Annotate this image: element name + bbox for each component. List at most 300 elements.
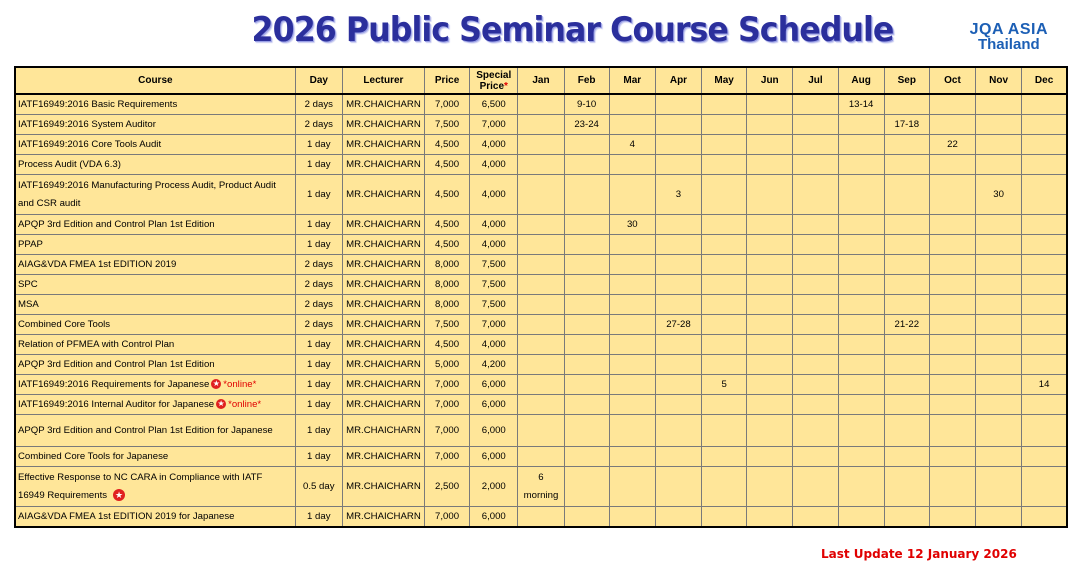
header-special-line1: Special xyxy=(476,69,512,81)
month-cell-sep xyxy=(884,175,929,215)
month-cell-aug xyxy=(838,135,884,155)
header-month: Sep xyxy=(884,67,929,94)
course-name: IATF16949:2016 Manufacturing Process Audit, Product Audit and CSR audit xyxy=(18,179,276,209)
special-price-cell: 6,000 xyxy=(470,375,518,395)
month-cell-sep xyxy=(884,395,929,415)
month-cell-dec xyxy=(1022,94,1067,115)
month-cell-oct xyxy=(929,507,975,528)
month-cell-jun xyxy=(747,175,793,215)
month-cell-oct xyxy=(929,415,975,447)
day-cell: 1 day xyxy=(295,415,342,447)
month-cell-apr xyxy=(655,235,701,255)
table-row xyxy=(15,135,1067,155)
special-price-cell: 7,500 xyxy=(470,295,518,315)
month-cell-apr xyxy=(655,155,701,175)
month-cell-nov xyxy=(976,467,1022,507)
month-cell-feb xyxy=(564,175,609,215)
month-cell-jul xyxy=(793,175,838,215)
month-cell-mar: 30 xyxy=(609,215,655,235)
month-cell-feb xyxy=(564,295,609,315)
month-cell-nov xyxy=(976,255,1022,275)
month-cell-mar xyxy=(609,375,655,395)
special-price-cell: 2,000 xyxy=(470,467,518,507)
company-logo xyxy=(970,22,1048,52)
special-price-cell: 4,200 xyxy=(470,355,518,375)
month-cell-oct xyxy=(929,447,975,467)
month-cell-jan xyxy=(518,135,564,155)
table-row xyxy=(15,235,1067,255)
month-cell-nov xyxy=(976,275,1022,295)
month-cell-aug xyxy=(838,295,884,315)
day-cell: 1 day xyxy=(295,395,342,415)
price-cell: 5,000 xyxy=(424,355,469,375)
day-cell: 2 days xyxy=(295,295,342,315)
month-cell-jun xyxy=(747,255,793,275)
month-cell-sep xyxy=(884,335,929,355)
price-cell: 4,500 xyxy=(424,135,469,155)
course-name-cell xyxy=(15,275,295,295)
header-month: May xyxy=(702,67,747,94)
month-cell-nov xyxy=(976,115,1022,135)
month-cell-apr xyxy=(655,335,701,355)
red-star-badge-icon: ★ xyxy=(217,399,225,409)
month-cell-mar xyxy=(609,295,655,315)
month-cell-jan xyxy=(518,155,564,175)
table-row xyxy=(15,415,1067,447)
month-cell-jun xyxy=(747,295,793,315)
course-name-cell xyxy=(15,215,295,235)
month-cell-jan xyxy=(518,175,564,215)
lecturer-cell: MR.CHAICHARN xyxy=(342,135,424,155)
month-cell-nov xyxy=(976,235,1022,255)
month-cell-feb xyxy=(564,275,609,295)
month-cell-mar xyxy=(609,415,655,447)
course-name-cell xyxy=(15,115,295,135)
table-row xyxy=(15,375,1067,395)
special-price-cell: 6,500 xyxy=(470,94,518,115)
table-row xyxy=(15,215,1067,235)
price-cell: 4,500 xyxy=(424,335,469,355)
month-cell-dec xyxy=(1022,295,1067,315)
table-row xyxy=(15,255,1067,275)
price-cell: 4,500 xyxy=(424,155,469,175)
month-cell-may xyxy=(702,415,747,447)
month-cell-jan xyxy=(518,315,564,335)
month-cell-jul xyxy=(793,335,838,355)
month-cell-jan xyxy=(518,275,564,295)
month-cell-apr xyxy=(655,467,701,507)
course-name: IATF16949:2016 Core Tools Audit xyxy=(18,139,162,150)
month-cell-oct xyxy=(929,94,975,115)
month-cell-may xyxy=(702,315,747,335)
month-cell-may xyxy=(702,115,747,135)
month-cell-oct xyxy=(929,335,975,355)
month-cell-aug xyxy=(838,155,884,175)
month-cell-sep xyxy=(884,135,929,155)
month-cell-feb xyxy=(564,447,609,467)
course-name: Relation of PFMEA with Control Plan xyxy=(18,339,175,350)
lecturer-cell: MR.CHAICHARN xyxy=(342,447,424,467)
month-cell-aug xyxy=(838,275,884,295)
month-cell-aug xyxy=(838,395,884,415)
lecturer-cell: MR.CHAICHARN xyxy=(342,215,424,235)
month-cell-jun xyxy=(747,335,793,355)
month-cell-may xyxy=(702,135,747,155)
course-name: Combined Core Tools for Japanese xyxy=(18,451,169,462)
month-cell-apr xyxy=(655,395,701,415)
course-name: APQP 3rd Edition and Control Plan 1st Edition xyxy=(18,219,215,230)
lecturer-cell: MR.CHAICHARN xyxy=(342,395,424,415)
month-cell-sep xyxy=(884,235,929,255)
table-row xyxy=(15,275,1067,295)
month-cell-nov xyxy=(976,135,1022,155)
month-cell-may xyxy=(702,355,747,375)
month-cell-sep xyxy=(884,467,929,507)
month-cell-jul xyxy=(793,467,838,507)
course-name-cell xyxy=(15,335,295,355)
month-cell-nov xyxy=(976,215,1022,235)
course-name-cell xyxy=(15,375,295,395)
header-month: Feb xyxy=(564,67,609,94)
lecturer-cell: MR.CHAICHARN xyxy=(342,315,424,335)
month-cell-aug: 13-14 xyxy=(838,94,884,115)
month-cell-dec xyxy=(1022,175,1067,215)
month-cell-nov xyxy=(976,355,1022,375)
course-name: APQP 3rd Edition and Control Plan 1st Edition xyxy=(18,359,215,370)
month-cell-may xyxy=(702,295,747,315)
day-cell: 1 day xyxy=(295,507,342,528)
month-cell-dec xyxy=(1022,415,1067,447)
special-price-cell: 6,000 xyxy=(470,415,518,447)
special-price-cell: 4,000 xyxy=(470,155,518,175)
month-cell-apr xyxy=(655,255,701,275)
table-row xyxy=(15,335,1067,355)
month-cell-apr xyxy=(655,215,701,235)
month-cell-jun xyxy=(747,415,793,447)
course-name: Process Audit (VDA 6.3) xyxy=(18,159,121,170)
table-row xyxy=(15,315,1067,335)
month-cell-feb xyxy=(564,335,609,355)
price-cell: 8,000 xyxy=(424,255,469,275)
month-cell-apr: 27-28 xyxy=(655,315,701,335)
month-cell-mar xyxy=(609,115,655,135)
month-cell-apr xyxy=(655,355,701,375)
course-name: IATF16949:2016 Internal Auditor for Japanese xyxy=(18,399,215,410)
month-cell-dec xyxy=(1022,115,1067,135)
month-cell-jan xyxy=(518,395,564,415)
month-cell-oct xyxy=(929,175,975,215)
day-cell: 1 day xyxy=(295,215,342,235)
month-cell-sep xyxy=(884,255,929,275)
month-cell-aug xyxy=(838,355,884,375)
month-cell-mar xyxy=(609,255,655,275)
month-cell-dec xyxy=(1022,447,1067,467)
month-cell-jul xyxy=(793,155,838,175)
month-cell-jul xyxy=(793,135,838,155)
month-cell-jun xyxy=(747,115,793,135)
month-cell-feb xyxy=(564,235,609,255)
month-cell-jan xyxy=(518,335,564,355)
month-cell-may xyxy=(702,395,747,415)
month-cell-apr xyxy=(655,507,701,528)
special-price-cell: 7,500 xyxy=(470,275,518,295)
month-cell-oct: 22 xyxy=(929,135,975,155)
table-row xyxy=(15,395,1067,415)
header-price: Price xyxy=(424,67,469,94)
month-cell-jan xyxy=(518,507,564,528)
month-cell-jun xyxy=(747,507,793,528)
month-cell-may xyxy=(702,507,747,528)
month-cell-mar xyxy=(609,447,655,467)
month-cell-jul xyxy=(793,315,838,335)
lecturer-cell: MR.CHAICHARN xyxy=(342,415,424,447)
month-cell-jan xyxy=(518,255,564,275)
month-cell-dec xyxy=(1022,467,1067,507)
month-cell-oct xyxy=(929,395,975,415)
special-price-cell: 6,000 xyxy=(470,395,518,415)
course-name-cell xyxy=(15,155,295,175)
month-cell-aug xyxy=(838,415,884,447)
header-month: Oct xyxy=(929,67,975,94)
month-cell-aug xyxy=(838,467,884,507)
month-cell-oct xyxy=(929,355,975,375)
month-cell-jan xyxy=(518,115,564,135)
price-cell: 4,500 xyxy=(424,235,469,255)
month-cell-nov xyxy=(976,315,1022,335)
lecturer-cell: MR.CHAICHARN xyxy=(342,275,424,295)
special-price-cell: 7,000 xyxy=(470,315,518,335)
month-cell-mar xyxy=(609,507,655,528)
month-cell-oct xyxy=(929,215,975,235)
table-row xyxy=(15,355,1067,375)
month-cell-oct xyxy=(929,155,975,175)
month-cell-feb xyxy=(564,415,609,447)
price-cell: 7,000 xyxy=(424,447,469,467)
lecturer-cell: MR.CHAICHARN xyxy=(342,355,424,375)
table-row xyxy=(15,467,1067,507)
price-cell: 7,000 xyxy=(424,375,469,395)
month-cell-jun xyxy=(747,235,793,255)
special-price-cell: 7,500 xyxy=(470,255,518,275)
month-cell-sep xyxy=(884,155,929,175)
month-cell-nov xyxy=(976,447,1022,467)
month-cell-nov: 30 xyxy=(976,175,1022,215)
course-name-cell xyxy=(15,415,295,447)
month-cell-mar xyxy=(609,395,655,415)
lecturer-cell: MR.CHAICHARN xyxy=(342,255,424,275)
month-cell-jul xyxy=(793,355,838,375)
day-cell: 1 day xyxy=(295,375,342,395)
month-cell-jul xyxy=(793,115,838,135)
special-price-cell: 4,000 xyxy=(470,135,518,155)
special-price-cell: 4,000 xyxy=(470,175,518,215)
course-name: IATF16949:2016 Basic Requirements xyxy=(18,99,178,110)
online-tag: *online* xyxy=(223,379,257,390)
table-row xyxy=(15,447,1067,467)
month-cell-sep: 17-18 xyxy=(884,115,929,135)
header-special-line2: Price xyxy=(479,80,505,92)
month-cell-dec xyxy=(1022,335,1067,355)
header-row xyxy=(15,67,1067,94)
course-name: AIAG&VDA FMEA 1st EDITION 2019 xyxy=(18,259,177,270)
month-cell-oct xyxy=(929,467,975,507)
month-cell-jun xyxy=(747,355,793,375)
online-tag: *online* xyxy=(228,399,262,410)
month-cell-feb xyxy=(564,255,609,275)
month-cell-jul xyxy=(793,447,838,467)
month-cell-jan xyxy=(518,447,564,467)
special-price-cell: 6,000 xyxy=(470,507,518,528)
month-cell-jul xyxy=(793,415,838,447)
month-cell-sep xyxy=(884,295,929,315)
month-cell-dec xyxy=(1022,215,1067,235)
month-cell-aug xyxy=(838,215,884,235)
lecturer-cell: MR.CHAICHARN xyxy=(342,295,424,315)
course-schedule-table xyxy=(14,66,1068,528)
month-cell-may xyxy=(702,175,747,215)
month-cell-jan xyxy=(518,94,564,115)
month-cell-jun xyxy=(747,215,793,235)
month-cell-aug xyxy=(838,335,884,355)
course-name: Combined Core Tools xyxy=(18,319,111,330)
month-cell-jan xyxy=(518,215,564,235)
month-cell-may xyxy=(702,215,747,235)
month-cell-apr xyxy=(655,275,701,295)
table-row xyxy=(15,175,1067,215)
month-cell-jan xyxy=(518,235,564,255)
header-month: Jan xyxy=(518,67,564,94)
month-cell-may xyxy=(702,467,747,507)
month-cell-apr: 3 xyxy=(655,175,701,215)
month-cell-mar xyxy=(609,467,655,507)
course-name-cell xyxy=(15,135,295,155)
course-name-cell xyxy=(15,395,295,415)
month-cell-aug xyxy=(838,175,884,215)
day-cell: 1 day xyxy=(295,135,342,155)
month-cell-may: 5 xyxy=(702,375,747,395)
month-cell-may xyxy=(702,335,747,355)
month-cell-dec xyxy=(1022,355,1067,375)
month-cell-apr xyxy=(655,135,701,155)
month-cell-aug xyxy=(838,235,884,255)
price-cell: 2,500 xyxy=(424,467,469,507)
month-cell-jun xyxy=(747,315,793,335)
month-cell-jul xyxy=(793,94,838,115)
day-cell: 1 day xyxy=(295,175,342,215)
month-cell-feb xyxy=(564,467,609,507)
month-cell-sep xyxy=(884,94,929,115)
header-month: Mar xyxy=(609,67,655,94)
special-price-cell: 4,000 xyxy=(470,235,518,255)
table-row xyxy=(15,115,1067,135)
month-cell-feb xyxy=(564,355,609,375)
month-cell-nov xyxy=(976,415,1022,447)
course-name-cell xyxy=(15,355,295,375)
month-cell-mar xyxy=(609,315,655,335)
month-cell-oct xyxy=(929,115,975,135)
price-cell: 7,000 xyxy=(424,395,469,415)
course-name: SPC xyxy=(18,279,38,290)
header-day: Day xyxy=(295,67,342,94)
day-cell: 2 days xyxy=(295,315,342,335)
month-cell-jul xyxy=(793,235,838,255)
month-cell-apr xyxy=(655,415,701,447)
header-month: Aug xyxy=(838,67,884,94)
month-cell-oct xyxy=(929,295,975,315)
course-name-cell xyxy=(15,94,295,115)
price-cell: 7,500 xyxy=(424,115,469,135)
month-cell-mar xyxy=(609,235,655,255)
header-course: Course xyxy=(15,67,295,94)
month-cell-apr xyxy=(655,115,701,135)
course-name: APQP 3rd Edition and Control Plan 1st Edition for Japanese xyxy=(18,425,273,436)
month-cell-feb xyxy=(564,315,609,335)
table-row xyxy=(15,94,1067,115)
month-cell-jun xyxy=(747,467,793,507)
month-cell-feb xyxy=(564,135,609,155)
month-cell-oct xyxy=(929,375,975,395)
month-cell-jun xyxy=(747,395,793,415)
month-cell-jun xyxy=(747,447,793,467)
day-cell: 0.5 day xyxy=(295,467,342,507)
header-special-price xyxy=(470,67,518,94)
month-cell-aug xyxy=(838,447,884,467)
month-cell-apr xyxy=(655,94,701,115)
logo-line-2: Thailand xyxy=(977,36,1040,53)
month-cell-feb xyxy=(564,507,609,528)
month-cell-nov xyxy=(976,155,1022,175)
header-month: Nov xyxy=(976,67,1022,94)
price-cell: 7,500 xyxy=(424,315,469,335)
month-cell-sep xyxy=(884,415,929,447)
price-cell: 4,500 xyxy=(424,215,469,235)
month-cell-jan xyxy=(518,415,564,447)
month-cell-jan xyxy=(518,355,564,375)
month-cell-jul xyxy=(793,507,838,528)
day-cell: 1 day xyxy=(295,355,342,375)
last-update-note: Last Update 12 January 2026 xyxy=(821,547,1017,561)
special-price-cell: 7,000 xyxy=(470,115,518,135)
month-cell-jul xyxy=(793,295,838,315)
day-cell: 1 day xyxy=(295,335,342,355)
header-month: Jun xyxy=(747,67,793,94)
month-cell-nov xyxy=(976,295,1022,315)
course-name: PPAP xyxy=(18,239,43,250)
month-cell-dec xyxy=(1022,275,1067,295)
month-cell-sep xyxy=(884,355,929,375)
red-star-badge-icon: ★ xyxy=(115,489,124,500)
month-cell-aug xyxy=(838,115,884,135)
month-cell-jul xyxy=(793,395,838,415)
month-cell-jul xyxy=(793,275,838,295)
course-name: Effective Response to NC CARA in Compliance with IATF 16949 Requirements xyxy=(18,471,263,501)
month-cell-jul xyxy=(793,255,838,275)
day-cell: 1 day xyxy=(295,155,342,175)
month-cell-dec: 14 xyxy=(1022,375,1067,395)
month-cell-may xyxy=(702,255,747,275)
header-asterisk: * xyxy=(504,80,508,92)
month-cell-sep xyxy=(884,447,929,467)
month-cell-oct xyxy=(929,255,975,275)
lecturer-cell: MR.CHAICHARN xyxy=(342,235,424,255)
page-title: 2026 Public Seminar Course Schedule xyxy=(251,10,894,50)
month-cell-dec xyxy=(1022,235,1067,255)
lecturer-cell: MR.CHAICHARN xyxy=(342,335,424,355)
month-cell-feb: 23-24 xyxy=(564,115,609,135)
day-cell: 1 day xyxy=(295,235,342,255)
day-cell: 2 days xyxy=(295,275,342,295)
course-name-cell xyxy=(15,507,295,528)
